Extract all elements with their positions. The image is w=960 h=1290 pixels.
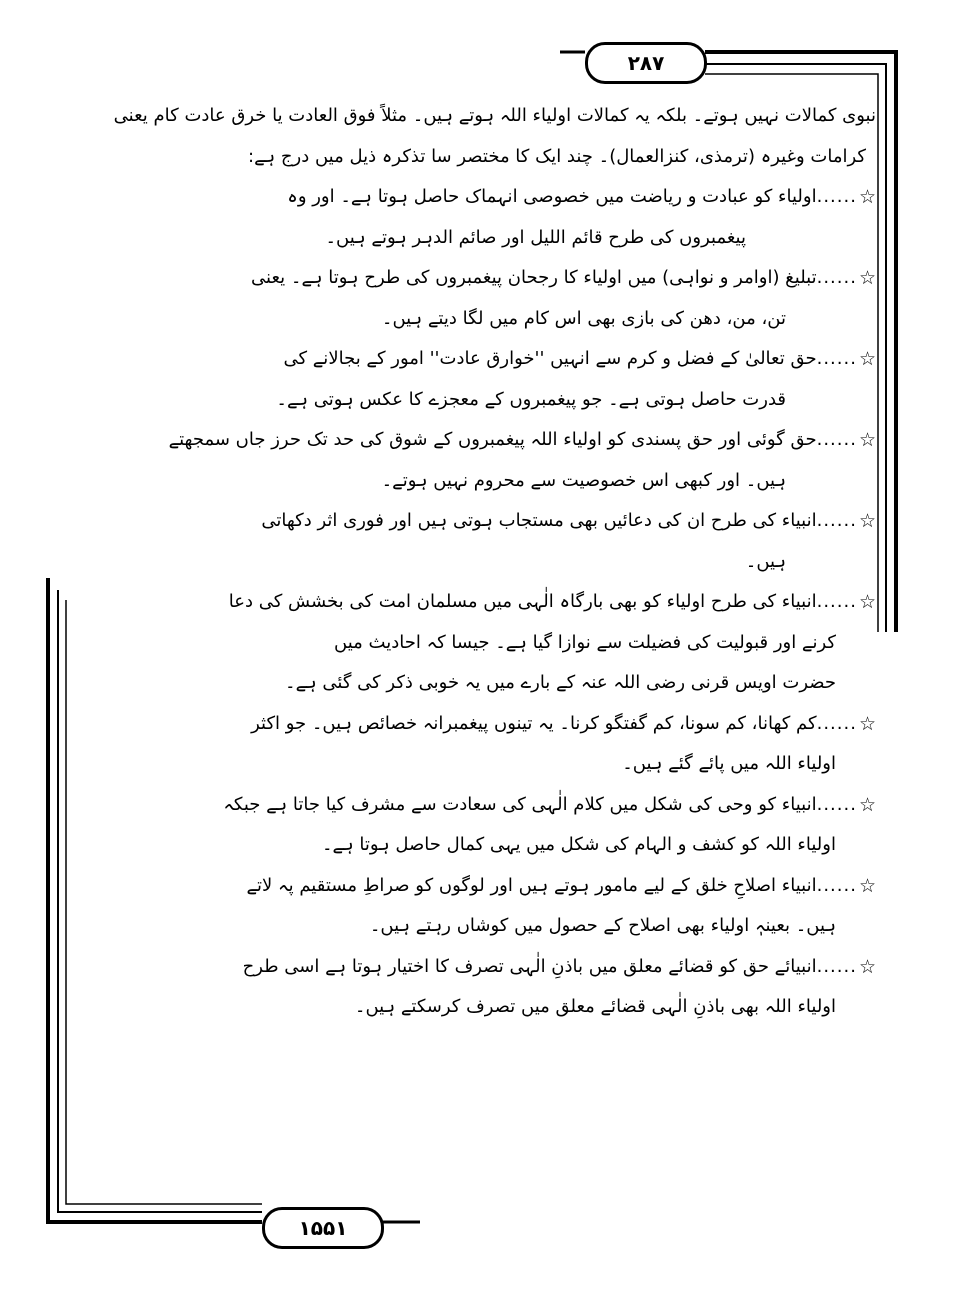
item-text: انبیاء کی طرح ان کی دعائیں بھی مستجاب ہوتی ہیں اور فوری اثر دکھاتی: [261, 510, 817, 531]
body-text: [80, 96, 876, 1028]
star-bullet-icon: ☆: [858, 712, 876, 735]
star-bullet-icon: ☆: [858, 591, 876, 613]
list-item: ☆ ...... انبیاء کی طرح اولیاء کو بھی بارگاہ الٰہی میں مسلمان امت کی بخشش کی دعا کرنے اور قبولیت کی فضیلت سے نوازا گیا ہے۔ جیسا کہ احادیث میں حضرت اویس قرنی رضی اللہ عنہ کے بارے میں یہ خوبی ذکر کی گئی ہے۔: [80, 582, 876, 704]
list-item: ☆ ...... حق تعالیٰ کے فضل و کرم سے انہیں ''خوارق عادت'' امور کے بجالانے کی قدرت حاصل ہوتی ہے۔ جو پیغمبروں کے معجزے کا عکس ہوتی ہے۔: [80, 339, 876, 420]
item-text: اولیاء اللہ میں پائے گئے ہیں۔: [622, 753, 836, 774]
page-number-bottom: ۱۵۵۱: [262, 1207, 384, 1249]
list-item: ☆ ...... انبیاء اصلاحِ خلق کے لیے مامور ہوتے ہیں اور لوگوں کو صراطِ مستقیم پہ لاتے ہیں۔ بعینہٖ اولیاء بھی اصلاح کے حصول میں کوشاں رہتے ہیں۔: [80, 866, 876, 947]
list-item: ☆ ...... کم کھانا، کم سونا، کم گفتگو کرنا۔ یہ تینوں پیغمبرانہ خصائص ہیں۔ جو اکثر اولیاء اللہ میں پائے گئے ہیں۔: [80, 704, 876, 785]
star-bullet-icon: ☆: [858, 186, 876, 208]
item-text: تبلیغ (اوامر و نواہی) میں اولیاء کا رجحان پیغمبروں کی طرح ہوتا ہے۔ یعنی: [251, 267, 817, 288]
item-text: پیغمبروں کی طرح قائم اللیل اور صائم الدہر ہوتے ہیں۔: [325, 226, 746, 248]
list-item: ☆ ...... تبلیغ (اوامر و نواہی) میں اولیاء کا رجحان پیغمبروں کی طرح ہوتا ہے۔ یعنی تن، من، دھن کی بازی بھی اس کام میں لگا دیتے ہیں۔: [80, 258, 876, 339]
star-bullet-icon: ☆: [858, 348, 876, 370]
item-text: انبیاء کی طرح اولیاء کو بھی بارگاہ الٰہی میں مسلمان امت کی بخشش کی دعا: [228, 591, 817, 612]
star-bullet-icon: ☆: [858, 267, 876, 289]
star-bullet-icon: ☆: [858, 793, 876, 816]
star-bullet-icon: ☆: [858, 874, 876, 897]
page-number-top: ۲۸۷: [585, 42, 707, 84]
item-text: انبیاء اصلاحِ خلق کے لیے مامور ہوتے ہیں اور لوگوں کو صراطِ مستقیم پہ لاتے: [246, 874, 817, 896]
item-text: اولیاء اللہ بھی باذنِ الٰہی قضائے معلق میں تصرف کرسکتے ہیں۔: [354, 996, 836, 1017]
item-text: حق گوئی اور حق پسندی کو اولیاء اللہ پیغمبروں کے شوق کی حد تک حرز جاں سمجھتے: [168, 429, 817, 450]
item-text: ہیں۔ اور کبھی اس خصوصیت سے محروم نہیں ہوتے۔: [381, 469, 786, 491]
list-item: ☆ ...... انبیاء کو وحی کی شکل میں کلام الٰہی کی سعادت سے مشرف کیا جاتا ہے جبکہ اولیاء اللہ کو کشف و الہام کی شکل میں یہی کمال حاصل ہوتا ہے۔: [80, 785, 876, 866]
item-text: انبیاء کو وحی کی شکل میں کلام الٰہی کی سعادت سے مشرف کیا جاتا ہے جبکہ: [223, 793, 817, 815]
list-item: ☆ ...... حق گوئی اور حق پسندی کو اولیاء اللہ پیغمبروں کے شوق کی حد تک حرز جاں سمجھتے ہیں۔ اور کبھی اس خصوصیت سے محروم نہیں ہوتے۔: [80, 420, 876, 501]
item-text: حق تعالیٰ کے فضل و کرم سے انہیں ''خوارق عادت'' امور کے بجالانے کی: [283, 348, 817, 369]
item-text: کرنے اور قبولیت کی فضیلت سے نوازا گیا ہے۔ جیسا کہ احادیث میں: [334, 631, 836, 653]
intro-line: نبوی کمالات نہیں ہوتے۔ بلکہ یہ کمالات اولیاء اللہ ہوتے ہیں۔ مثلاً فوق العادت یا خرق عادت کام یعنی: [113, 105, 876, 126]
item-text: حضرت اویس قرنی رضی اللہ عنہ کے بارے میں یہ خوبی ذکر کی گئی ہے۔: [285, 672, 836, 693]
list-item: ☆ ...... انبیاء کی طرح ان کی دعائیں بھی مستجاب ہوتی ہیں اور فوری اثر دکھاتی ہیں۔: [80, 501, 876, 582]
intro-line: کرامات وغیرہ (ترمذی، کنزالعمال)۔ چند ایک کا مختصر سا تذکرہ ذیل میں درج ہے:: [248, 145, 866, 167]
list-item: ☆ ...... اولیاء کو عبادت و ریاضت میں خصوصی انہماک حاصل ہوتا ہے۔ اور وہ پیغمبروں کی طرح قائم اللیل اور صائم الدہر ہوتے ہیں۔: [80, 177, 876, 258]
item-text: تن، من، دھن کی بازی بھی اس کام میں لگا دیتے ہیں۔: [381, 307, 786, 329]
star-bullet-icon: ☆: [858, 429, 876, 451]
item-text: انبیائے حق کو قضائے معلق میں باذنِ الٰہی تصرف کا اختیار ہوتا ہے اسی طرح: [242, 955, 817, 977]
item-text: ہیں۔ بعینہٖ اولیاء بھی اصلاح کے حصول میں کوشاں رہتے ہیں۔: [369, 915, 836, 936]
star-bullet-icon: ☆: [858, 955, 876, 978]
item-text: قدرت حاصل ہوتی ہے۔ جو پیغمبروں کے معجزے کا عکس ہوتی ہے۔: [276, 388, 786, 410]
item-text: اولیاء اللہ کو کشف و الہام کی شکل میں یہی کمال حاصل ہوتا ہے۔: [321, 834, 836, 855]
item-text: اولیاء کو عبادت و ریاضت میں خصوصی انہماک حاصل ہوتا ہے۔ اور وہ: [287, 186, 817, 207]
item-text: کم کھانا، کم سونا، کم گفتگو کرنا۔ یہ تینوں پیغمبرانہ خصائص ہیں۔ جو اکثر: [251, 712, 817, 734]
item-text: ہیں۔: [745, 550, 786, 572]
list-item: ☆ ...... انبیائے حق کو قضائے معلق میں باذنِ الٰہی تصرف کا اختیار ہوتا ہے اسی طرح اولیاء اللہ بھی باذنِ الٰہی قضائے معلق میں تصرف کرسکتے ہیں۔: [80, 947, 876, 1028]
star-bullet-icon: ☆: [858, 510, 876, 532]
